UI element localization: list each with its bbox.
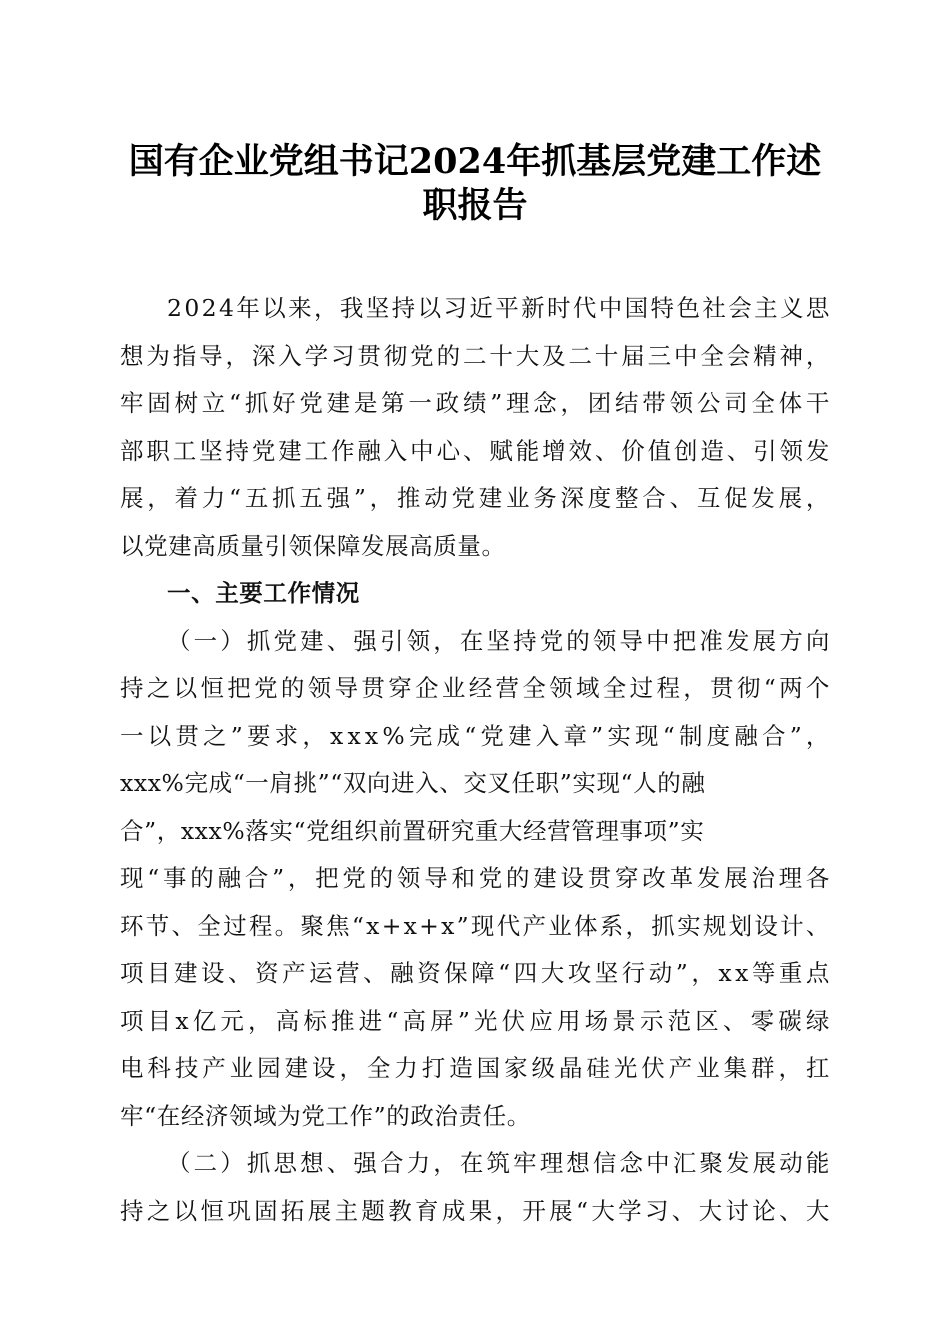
subsection-2-line-2: 持之以恒巩固拓展主题教育成果，开展“大学习、大讨论、大: [120, 1196, 833, 1225]
intro-line-1: 2024年以来，我坚持以习近平新时代中国特色社会主义思: [167, 294, 832, 322]
subsection-2-paragraph: [120, 1140, 833, 1235]
subsection-1-line-6: 现“事的融合”，把党的领导和党的建设贯穿改革发展治理各: [120, 864, 834, 892]
document-title: [120, 140, 830, 228]
intro-line-3: 牢固树立“抓好党建是第一政绩”理念，团结带领公司全体干: [120, 389, 834, 417]
subsection-1-line-9: 项目x亿元，高标推进“高屏”光伏应用场景示范区、零碳绿: [120, 1006, 834, 1035]
intro-line-2: 想为指导，深入学习贯彻党的二十大及二十届三中全会精神，: [120, 341, 833, 370]
subsection-1-line-4: xxx%完成“一肩挑”“双向进入、交叉任职”实现“人的融: [120, 769, 706, 797]
document-body: [120, 285, 834, 1235]
intro-line-5: 展，着力“五抓五强”，推动党建业务深度整合、互促发展，: [120, 484, 834, 512]
intro-line-4: 部职工坚持党建工作融入中心、赋能增效、价值创造、引领发: [120, 436, 833, 465]
subsection-1-heading: （一）抓党建、强引领，在坚持党的领导中把准发展方向: [167, 626, 833, 655]
subsection-1-line-5: 合”，xxx%落实“党组织前置研究重大经营管理事项”实: [120, 816, 705, 845]
title-line-2: 职报告: [422, 185, 528, 226]
subsection-1-line-10: 电科技产业园建设，全力打造国家级晶硅光伏产业集群，扛: [120, 1054, 834, 1082]
subsection-1-line-3: 一以贯之”要求，xxx%完成“党建入章”实现“制度融合”，: [120, 721, 834, 750]
subsection-1-line-8: 项目建设、资产运营、融资保障“四大攻坚行动”，xx等重点: [120, 959, 833, 987]
intro-line-6: 以党建高质量引领保障发展高质量。: [120, 531, 506, 560]
subsection-2-heading: （二）抓思想、强合力，在筑牢理想信念中汇聚发展动能: [167, 1149, 833, 1177]
section-heading-1: 一、主要工作情况: [167, 579, 360, 607]
subsection-1-line-7: 环节、全过程。聚焦“x+x+x”现代产业体系，抓实规划设计、: [120, 911, 832, 940]
intro-paragraph: [120, 285, 834, 570]
subsection-1-line-2: 持之以恒把党的领导贯穿企业经营全领域全过程，贯彻“两个: [120, 674, 833, 702]
subsection-1-line-11: 牢“在经济领域为党工作”的政治责任。: [120, 1101, 531, 1130]
subsection-1-paragraph: [120, 618, 834, 1141]
title-line-1: 国有企业党组书记2024年抓基层党建工作述: [128, 141, 822, 182]
